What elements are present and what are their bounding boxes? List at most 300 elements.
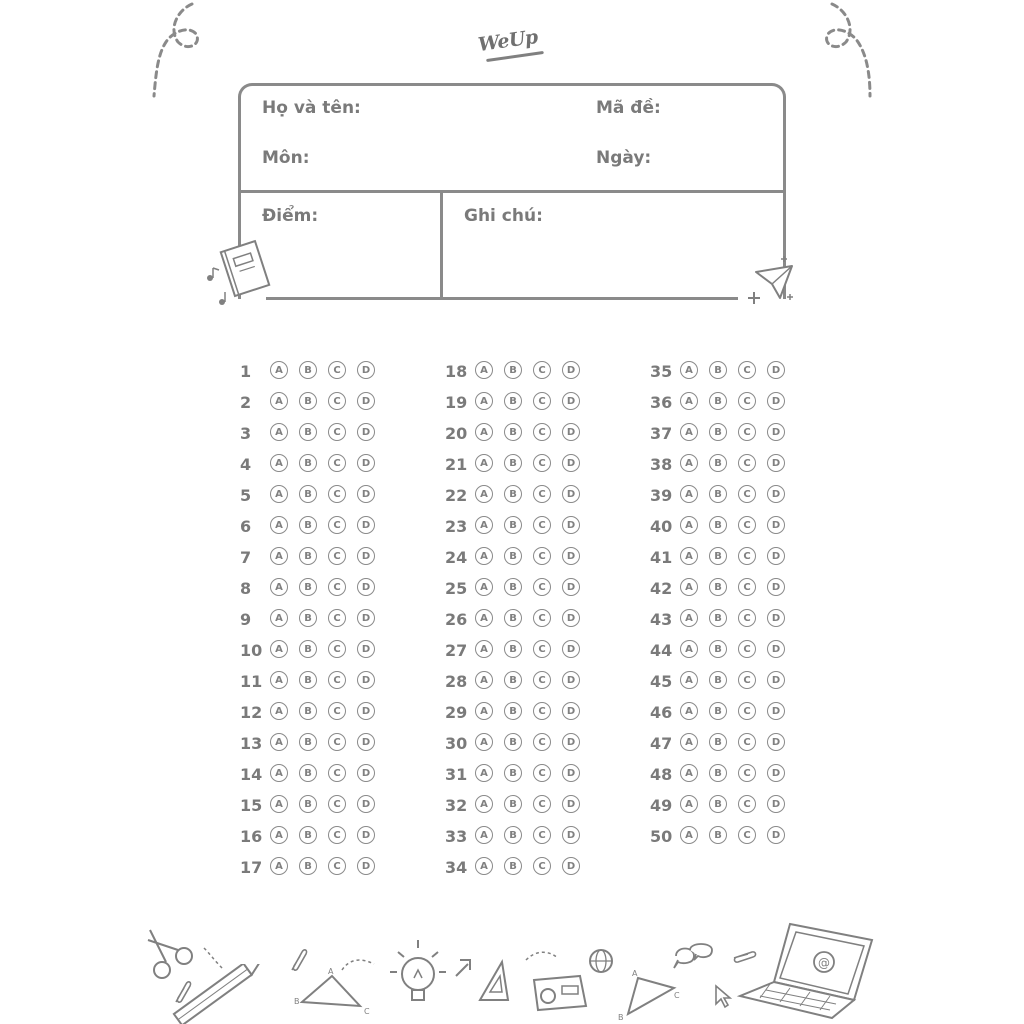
answer-bubble-b[interactable]: B bbox=[299, 826, 317, 844]
answer-bubble-d[interactable]: D bbox=[562, 578, 580, 596]
answer-bubble-a[interactable]: A bbox=[680, 609, 698, 627]
answer-bubble-c[interactable]: C bbox=[533, 361, 551, 379]
answer-bubble-d[interactable]: D bbox=[562, 609, 580, 627]
answer-bubble-a[interactable]: A bbox=[680, 764, 698, 782]
question-number: 24 bbox=[445, 548, 468, 567]
answer-bubble-b[interactable]: B bbox=[299, 671, 317, 689]
question-row bbox=[650, 577, 820, 601]
answer-bubble-d[interactable]: D bbox=[562, 361, 580, 379]
date-field-label[interactable]: Ngày: bbox=[596, 148, 652, 168]
answer-bubble-a[interactable]: A bbox=[680, 795, 698, 813]
question-number: 21 bbox=[445, 455, 468, 474]
answer-bubble-b[interactable]: B bbox=[504, 392, 522, 410]
answer-bubble-d[interactable]: D bbox=[767, 702, 785, 720]
answer-bubble-c[interactable]: C bbox=[328, 609, 346, 627]
answer-bubble-c[interactable]: C bbox=[533, 671, 551, 689]
question-number: 27 bbox=[445, 641, 468, 660]
answer-bubble-c[interactable]: C bbox=[533, 485, 551, 503]
answer-bubble-b[interactable]: B bbox=[504, 826, 522, 844]
answer-bubble-b[interactable]: B bbox=[299, 795, 317, 813]
answer-bubble-d[interactable]: D bbox=[767, 547, 785, 565]
answer-bubble-c[interactable]: C bbox=[533, 578, 551, 596]
answer-bubble-d[interactable]: D bbox=[357, 702, 375, 720]
answer-bubble-b[interactable]: B bbox=[504, 857, 522, 875]
question-row bbox=[650, 391, 820, 415]
answer-bubble-d[interactable]: D bbox=[357, 609, 375, 627]
question-row bbox=[650, 453, 820, 477]
answer-bubble-d[interactable]: D bbox=[357, 361, 375, 379]
score-field-label[interactable]: Điểm: bbox=[262, 206, 319, 226]
answer-bubble-b[interactable]: B bbox=[504, 795, 522, 813]
question-number: 18 bbox=[445, 362, 468, 381]
cursor-icon bbox=[452, 956, 476, 980]
answer-bubble-c[interactable]: C bbox=[328, 733, 346, 751]
answer-bubble-b[interactable]: B bbox=[504, 640, 522, 658]
answer-bubble-d[interactable]: D bbox=[562, 423, 580, 441]
answer-bubble-a[interactable]: A bbox=[270, 702, 288, 720]
question-row bbox=[445, 794, 615, 818]
answer-bubble-a[interactable]: A bbox=[680, 547, 698, 565]
answer-bubble-c[interactable]: C bbox=[738, 578, 756, 596]
answer-bubble-c[interactable]: C bbox=[328, 361, 346, 379]
answer-bubble-c[interactable]: C bbox=[533, 764, 551, 782]
answer-bubble-b[interactable]: B bbox=[504, 423, 522, 441]
info-box-divider bbox=[238, 190, 786, 193]
answer-bubble-d[interactable]: D bbox=[562, 640, 580, 658]
answer-bubble-a[interactable]: A bbox=[270, 857, 288, 875]
answer-bubble-c[interactable]: C bbox=[738, 609, 756, 627]
answer-bubble-a[interactable]: A bbox=[475, 795, 493, 813]
question-number: 39 bbox=[650, 486, 673, 505]
answer-bubble-c[interactable]: C bbox=[738, 671, 756, 689]
question-row bbox=[240, 763, 410, 787]
question-number: 17 bbox=[240, 858, 263, 877]
answer-bubble-c[interactable]: C bbox=[533, 826, 551, 844]
question-row bbox=[650, 422, 820, 446]
answer-bubble-a[interactable]: A bbox=[680, 361, 698, 379]
question-number: 32 bbox=[445, 796, 468, 815]
answer-bubble-c[interactable]: C bbox=[328, 826, 346, 844]
answer-bubble-c[interactable]: C bbox=[738, 392, 756, 410]
question-row bbox=[650, 670, 820, 694]
question-row bbox=[240, 515, 410, 539]
answer-bubble-b[interactable]: B bbox=[504, 764, 522, 782]
question-number: 13 bbox=[240, 734, 263, 753]
question-number: 4 bbox=[240, 455, 252, 474]
answer-bubble-a[interactable]: A bbox=[270, 609, 288, 627]
question-number: 46 bbox=[650, 703, 673, 722]
answer-bubble-c[interactable]: C bbox=[533, 609, 551, 627]
answer-bubble-d[interactable]: D bbox=[767, 578, 785, 596]
answer-bubble-d[interactable]: D bbox=[357, 423, 375, 441]
svg-text:B: B bbox=[618, 1013, 624, 1022]
answer-bubble-a[interactable]: A bbox=[270, 764, 288, 782]
question-row bbox=[650, 546, 820, 570]
answer-bubble-a[interactable]: A bbox=[475, 516, 493, 534]
answer-bubble-b[interactable]: B bbox=[709, 609, 727, 627]
answer-bubble-a[interactable]: A bbox=[680, 826, 698, 844]
triangle-ruler-icon-2 bbox=[614, 968, 684, 1022]
question-row bbox=[650, 763, 820, 787]
question-row bbox=[240, 422, 410, 446]
question-row bbox=[240, 670, 410, 694]
answer-bubble-a[interactable]: A bbox=[475, 578, 493, 596]
answer-bubble-b[interactable]: B bbox=[504, 547, 522, 565]
answer-bubble-d[interactable]: D bbox=[767, 609, 785, 627]
question-row bbox=[445, 732, 615, 756]
answer-bubble-c[interactable]: C bbox=[533, 392, 551, 410]
answer-bubble-a[interactable]: A bbox=[680, 516, 698, 534]
answer-bubble-a[interactable]: A bbox=[270, 423, 288, 441]
answer-bubble-c[interactable]: C bbox=[533, 454, 551, 472]
answer-bubble-a[interactable]: A bbox=[475, 640, 493, 658]
question-number: 48 bbox=[650, 765, 673, 784]
answer-bubble-b[interactable]: B bbox=[504, 454, 522, 472]
answer-bubble-c[interactable]: C bbox=[533, 516, 551, 534]
question-row bbox=[445, 639, 615, 663]
question-number: 8 bbox=[240, 579, 252, 598]
answer-bubble-a[interactable]: A bbox=[475, 361, 493, 379]
answer-bubble-b[interactable]: B bbox=[504, 671, 522, 689]
answer-bubble-a[interactable]: A bbox=[270, 578, 288, 596]
question-row bbox=[240, 856, 410, 880]
notes-field-label[interactable]: Ghi chú: bbox=[464, 206, 543, 226]
answer-bubble-c[interactable]: C bbox=[328, 795, 346, 813]
answer-bubble-b[interactable]: B bbox=[709, 392, 727, 410]
question-row bbox=[650, 825, 820, 849]
answer-bubble-b[interactable]: B bbox=[504, 702, 522, 720]
answer-bubble-d[interactable]: D bbox=[767, 826, 785, 844]
globe-icon bbox=[586, 946, 616, 976]
answer-bubble-b[interactable]: B bbox=[709, 671, 727, 689]
answer-bubble-b[interactable]: B bbox=[504, 733, 522, 751]
answer-bubble-a[interactable]: A bbox=[270, 361, 288, 379]
answer-bubble-a[interactable]: A bbox=[680, 578, 698, 596]
answer-bubble-c[interactable]: C bbox=[328, 392, 346, 410]
answer-bubble-b[interactable]: B bbox=[709, 516, 727, 534]
answer-bubble-c[interactable]: C bbox=[533, 547, 551, 565]
answer-bubble-a[interactable]: A bbox=[270, 547, 288, 565]
question-row bbox=[650, 484, 820, 508]
answer-bubble-d[interactable]: D bbox=[767, 640, 785, 658]
answer-bubble-c[interactable]: C bbox=[533, 733, 551, 751]
question-row bbox=[650, 701, 820, 725]
question-row bbox=[650, 360, 820, 384]
question-number: 47 bbox=[650, 734, 673, 753]
answer-bubble-d[interactable]: D bbox=[767, 454, 785, 472]
question-row bbox=[240, 794, 410, 818]
question-row bbox=[240, 732, 410, 756]
answer-bubble-b[interactable]: B bbox=[709, 454, 727, 472]
answer-bubble-b[interactable]: B bbox=[709, 361, 727, 379]
answer-bubble-d[interactable]: D bbox=[357, 485, 375, 503]
question-row bbox=[240, 825, 410, 849]
answer-bubble-b[interactable]: B bbox=[709, 547, 727, 565]
question-number: 26 bbox=[445, 610, 468, 629]
answer-bubble-c[interactable]: C bbox=[328, 547, 346, 565]
question-number: 43 bbox=[650, 610, 673, 629]
answer-bubble-d[interactable]: D bbox=[767, 671, 785, 689]
brand-logo: WeUp bbox=[476, 25, 539, 57]
answer-bubble-d[interactable]: D bbox=[357, 392, 375, 410]
answer-bubble-c[interactable]: C bbox=[738, 764, 756, 782]
name-field-label[interactable]: Họ và tên: bbox=[262, 98, 361, 118]
question-row bbox=[445, 856, 615, 880]
answer-bubble-c[interactable]: C bbox=[738, 640, 756, 658]
answer-bubble-c[interactable]: C bbox=[533, 795, 551, 813]
answer-bubble-c[interactable]: C bbox=[328, 485, 346, 503]
answer-bubble-c[interactable]: C bbox=[738, 361, 756, 379]
answer-bubble-b[interactable]: B bbox=[504, 609, 522, 627]
answer-bubble-a[interactable]: A bbox=[680, 423, 698, 441]
answer-bubble-d[interactable]: D bbox=[357, 640, 375, 658]
question-row bbox=[445, 825, 615, 849]
answer-bubble-d[interactable]: D bbox=[562, 516, 580, 534]
answer-bubble-b[interactable]: B bbox=[504, 361, 522, 379]
question-row bbox=[445, 546, 615, 570]
answer-bubble-d[interactable]: D bbox=[357, 826, 375, 844]
lightbulb-icon bbox=[388, 938, 450, 1014]
dash-decoration-2 bbox=[340, 954, 376, 974]
answer-bubble-b[interactable]: B bbox=[709, 640, 727, 658]
answer-bubble-a[interactable]: A bbox=[475, 392, 493, 410]
answer-bubble-c[interactable]: C bbox=[738, 485, 756, 503]
question-number: 31 bbox=[445, 765, 468, 784]
answer-bubble-b[interactable]: B bbox=[299, 485, 317, 503]
answer-bubble-d[interactable]: D bbox=[357, 764, 375, 782]
question-row bbox=[240, 701, 410, 725]
answer-bubble-b[interactable]: B bbox=[299, 764, 317, 782]
answer-bubble-c[interactable]: C bbox=[328, 857, 346, 875]
answer-bubble-b[interactable]: B bbox=[299, 423, 317, 441]
answer-bubble-d[interactable]: D bbox=[357, 578, 375, 596]
question-row bbox=[240, 453, 410, 477]
answer-bubble-d[interactable]: D bbox=[357, 547, 375, 565]
answer-bubble-a[interactable]: A bbox=[680, 671, 698, 689]
svg-text:C: C bbox=[674, 991, 680, 1000]
answer-bubble-a[interactable]: A bbox=[270, 454, 288, 472]
answer-bubble-b[interactable]: B bbox=[504, 578, 522, 596]
answer-bubble-c[interactable]: C bbox=[738, 795, 756, 813]
answer-bubble-d[interactable]: D bbox=[767, 392, 785, 410]
answer-bubble-b[interactable]: B bbox=[709, 795, 727, 813]
answer-bubble-a[interactable]: A bbox=[270, 516, 288, 534]
answer-bubble-d[interactable]: D bbox=[357, 733, 375, 751]
question-number: 7 bbox=[240, 548, 252, 567]
set-square-icon bbox=[476, 958, 512, 1006]
answer-bubble-d[interactable]: D bbox=[562, 857, 580, 875]
answer-bubble-b[interactable]: B bbox=[299, 454, 317, 472]
answer-bubble-d[interactable]: D bbox=[562, 764, 580, 782]
answer-bubble-b[interactable]: B bbox=[299, 578, 317, 596]
answer-bubble-b[interactable]: B bbox=[504, 485, 522, 503]
answer-bubble-b[interactable]: B bbox=[299, 392, 317, 410]
answer-bubble-a[interactable]: A bbox=[475, 671, 493, 689]
answer-bubble-a[interactable]: A bbox=[475, 423, 493, 441]
question-row bbox=[650, 515, 820, 539]
answer-bubble-d[interactable]: D bbox=[767, 423, 785, 441]
question-row bbox=[445, 360, 615, 384]
answer-bubble-a[interactable]: A bbox=[680, 454, 698, 472]
answer-bubble-d[interactable]: D bbox=[562, 485, 580, 503]
answer-bubble-b[interactable]: B bbox=[299, 640, 317, 658]
answer-bubble-c[interactable]: C bbox=[738, 547, 756, 565]
answer-bubble-d[interactable]: D bbox=[767, 361, 785, 379]
question-row bbox=[240, 639, 410, 663]
question-number: 34 bbox=[445, 858, 468, 877]
answer-bubble-c[interactable]: C bbox=[328, 640, 346, 658]
answer-bubble-a[interactable]: A bbox=[270, 640, 288, 658]
answer-bubble-b[interactable]: B bbox=[299, 857, 317, 875]
answer-bubble-a[interactable]: A bbox=[270, 671, 288, 689]
answer-bubble-a[interactable]: A bbox=[475, 733, 493, 751]
answer-bubble-c[interactable]: C bbox=[533, 640, 551, 658]
question-number: 22 bbox=[445, 486, 468, 505]
answer-bubble-b[interactable]: B bbox=[299, 702, 317, 720]
dash-decoration bbox=[200, 944, 230, 974]
question-row bbox=[650, 732, 820, 756]
answer-bubble-b[interactable]: B bbox=[504, 516, 522, 534]
question-number: 42 bbox=[650, 579, 673, 598]
question-row bbox=[445, 670, 615, 694]
answer-bubble-b[interactable]: B bbox=[299, 361, 317, 379]
answer-bubble-d[interactable]: D bbox=[767, 764, 785, 782]
answer-bubble-b[interactable]: B bbox=[709, 423, 727, 441]
paperclip-icon bbox=[170, 978, 194, 1008]
answer-bubble-d[interactable]: D bbox=[357, 795, 375, 813]
question-number: 37 bbox=[650, 424, 673, 443]
answer-bubble-a[interactable]: A bbox=[680, 702, 698, 720]
answer-bubble-d[interactable]: D bbox=[767, 516, 785, 534]
question-number: 29 bbox=[445, 703, 468, 722]
answer-bubble-c[interactable]: C bbox=[738, 733, 756, 751]
answer-bubble-a[interactable]: A bbox=[680, 485, 698, 503]
answer-bubble-d[interactable]: D bbox=[562, 702, 580, 720]
answer-bubble-d[interactable]: D bbox=[562, 547, 580, 565]
answer-bubble-c[interactable]: C bbox=[738, 702, 756, 720]
answer-bubble-a[interactable]: A bbox=[270, 795, 288, 813]
answer-bubble-c[interactable]: C bbox=[738, 826, 756, 844]
info-box-bottom-line bbox=[266, 297, 738, 300]
answer-bubble-c[interactable]: C bbox=[328, 454, 346, 472]
question-row bbox=[445, 484, 615, 508]
subject-field-label[interactable]: Môn: bbox=[262, 148, 310, 168]
answer-bubble-d[interactable]: D bbox=[767, 485, 785, 503]
question-number: 15 bbox=[240, 796, 263, 815]
answer-bubble-d[interactable]: D bbox=[562, 454, 580, 472]
answer-bubble-c[interactable]: C bbox=[328, 671, 346, 689]
answer-bubble-d[interactable]: D bbox=[357, 671, 375, 689]
score-notes-divider bbox=[440, 191, 443, 300]
answer-bubble-a[interactable]: A bbox=[680, 392, 698, 410]
answer-bubble-a[interactable]: A bbox=[475, 826, 493, 844]
question-row bbox=[240, 391, 410, 415]
question-number: 38 bbox=[650, 455, 673, 474]
answer-bubble-c[interactable]: C bbox=[533, 702, 551, 720]
answer-bubble-d[interactable]: D bbox=[767, 795, 785, 813]
answer-bubble-a[interactable]: A bbox=[475, 454, 493, 472]
question-number: 49 bbox=[650, 796, 673, 815]
answer-bubble-b[interactable]: B bbox=[299, 733, 317, 751]
answer-bubble-a[interactable]: A bbox=[270, 392, 288, 410]
answer-bubble-b[interactable]: B bbox=[709, 485, 727, 503]
dash-decoration-3 bbox=[524, 946, 560, 966]
answer-bubble-b[interactable]: B bbox=[709, 578, 727, 596]
answer-bubble-a[interactable]: A bbox=[270, 733, 288, 751]
answer-bubble-a[interactable]: A bbox=[475, 547, 493, 565]
question-number: 6 bbox=[240, 517, 252, 536]
answer-bubble-b[interactable]: B bbox=[299, 547, 317, 565]
question-number: 9 bbox=[240, 610, 252, 629]
question-number: 14 bbox=[240, 765, 263, 784]
laptop-icon bbox=[736, 918, 878, 1022]
answer-bubble-a[interactable]: A bbox=[270, 826, 288, 844]
question-row bbox=[240, 484, 410, 508]
answer-bubble-c[interactable]: C bbox=[738, 454, 756, 472]
answer-bubble-c[interactable]: C bbox=[738, 423, 756, 441]
speech-bubbles-icon bbox=[672, 940, 718, 974]
question-row bbox=[240, 360, 410, 384]
answer-bubble-c[interactable]: C bbox=[328, 764, 346, 782]
answer-bubble-c[interactable]: C bbox=[328, 702, 346, 720]
answer-bubble-d[interactable]: D bbox=[562, 392, 580, 410]
answer-bubble-c[interactable]: C bbox=[328, 516, 346, 534]
answer-bubble-c[interactable]: C bbox=[328, 578, 346, 596]
question-row bbox=[445, 701, 615, 725]
answer-bubble-b[interactable]: B bbox=[299, 609, 317, 627]
question-row bbox=[445, 763, 615, 787]
answer-bubble-d[interactable]: D bbox=[562, 733, 580, 751]
question-number: 30 bbox=[445, 734, 468, 753]
answer-bubble-a[interactable]: A bbox=[475, 857, 493, 875]
question-number: 5 bbox=[240, 486, 252, 505]
question-number: 2 bbox=[240, 393, 252, 412]
answer-bubble-d[interactable]: D bbox=[767, 733, 785, 751]
exam-code-field-label[interactable]: Mã đề: bbox=[596, 98, 661, 118]
answer-bubble-d[interactable]: D bbox=[357, 454, 375, 472]
answer-bubble-a[interactable]: A bbox=[475, 609, 493, 627]
answer-bubble-d[interactable]: D bbox=[357, 516, 375, 534]
question-number: 23 bbox=[445, 517, 468, 536]
question-row bbox=[650, 608, 820, 632]
answer-bubble-b[interactable]: B bbox=[299, 516, 317, 534]
answer-bubble-a[interactable]: A bbox=[680, 733, 698, 751]
answer-bubble-d[interactable]: D bbox=[562, 795, 580, 813]
answer-bubble-c[interactable]: C bbox=[738, 516, 756, 534]
answer-bubble-b[interactable]: B bbox=[709, 764, 727, 782]
answer-bubble-d[interactable]: D bbox=[562, 826, 580, 844]
question-number: 3 bbox=[240, 424, 252, 443]
answer-bubble-d[interactable]: D bbox=[357, 857, 375, 875]
answer-bubble-b[interactable]: B bbox=[709, 702, 727, 720]
answer-bubble-b[interactable]: B bbox=[709, 826, 727, 844]
question-row bbox=[445, 608, 615, 632]
cursor-icon-2 bbox=[712, 984, 734, 1010]
answer-bubble-c[interactable]: C bbox=[533, 423, 551, 441]
answer-bubble-d[interactable]: D bbox=[562, 671, 580, 689]
answer-bubble-a[interactable]: A bbox=[475, 485, 493, 503]
answer-bubble-c[interactable]: C bbox=[533, 857, 551, 875]
answer-bubble-b[interactable]: B bbox=[709, 733, 727, 751]
question-number: 12 bbox=[240, 703, 263, 722]
answer-bubble-a[interactable]: A bbox=[475, 764, 493, 782]
music-notes-icon bbox=[207, 268, 225, 305]
answer-bubble-a[interactable]: A bbox=[680, 640, 698, 658]
answer-bubble-a[interactable]: A bbox=[270, 485, 288, 503]
answer-bubble-c[interactable]: C bbox=[328, 423, 346, 441]
answer-bubble-a[interactable]: A bbox=[475, 702, 493, 720]
question-number: 50 bbox=[650, 827, 673, 846]
